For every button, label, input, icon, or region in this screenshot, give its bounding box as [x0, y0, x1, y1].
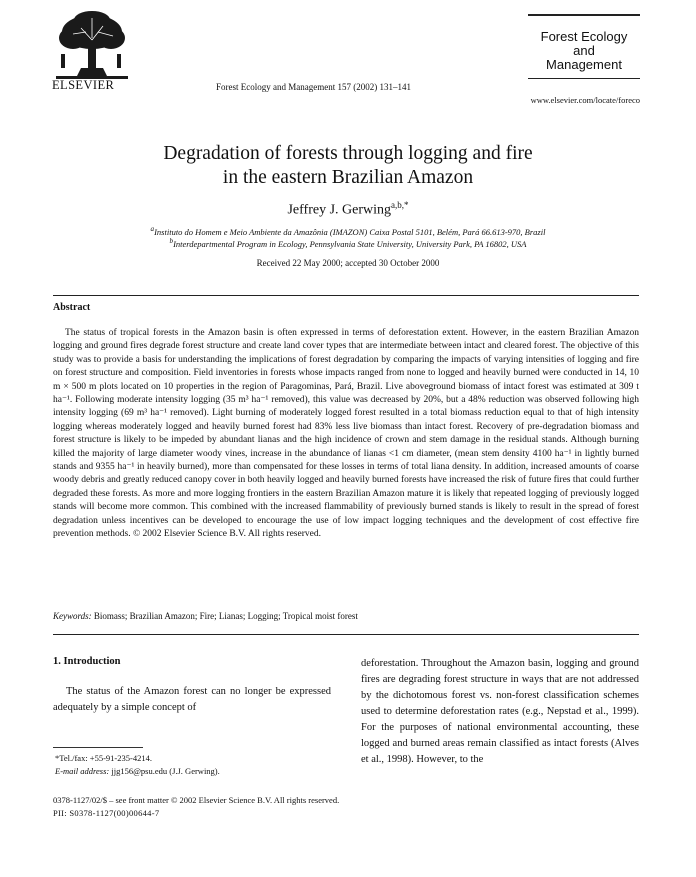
title-line: in the eastern Brazilian Amazon — [222, 167, 474, 188]
keywords-list: Biomass; Brazilian Amazon; Fire; Lianas; Logging; Tropical moist forest — [93, 611, 358, 621]
journal-rule-bottom — [528, 78, 640, 79]
copyright-line: 0378-1127/02/$ – see front matter © 2002 Elsevier Science B.V. All rights reserved. — [53, 795, 340, 805]
affiliation-mark: a — [150, 225, 155, 233]
abstract-text — [53, 327, 639, 542]
body-text-right: deforestation. Throughout the Amazon basin, logging and ground fires are degrading forest structure in ways that are not addressed by the dichotomous forest vs. non-forest classification schemes used to determine deforestation rates (e.g., Nepstad et al., 1999). For the purposes of national environmental accounting, these logged and burned areas remain classified as intact forests (Alves et al., 1998). However, to the — [361, 658, 639, 765]
journal-name-line: and — [573, 43, 595, 58]
footnote-email — [55, 766, 220, 776]
journal-citation: Forest Ecology and Management 157 (2002) 131–141 — [216, 82, 411, 92]
journal-name-line: Management — [546, 57, 622, 72]
affiliation-text: Interdepartmental Program in Ecology, Pennsylvania State University, University Park, PA 16802, USA — [173, 238, 527, 249]
keywords — [53, 611, 358, 621]
journal-title-box — [528, 14, 640, 79]
article-title — [0, 142, 696, 190]
affiliation-a — [0, 225, 696, 237]
affiliation-text: Instituto do Homem e Meio Ambiente da Amazônia (IMAZON) Caixa Postal 5101, Belém, Pará 66.613-970, Brazil — [154, 226, 546, 237]
journal-name — [528, 16, 640, 78]
abstract-heading: Abstract — [53, 302, 91, 313]
divider-top — [53, 295, 639, 296]
keywords-label: Keywords: — [53, 611, 92, 621]
publisher-name: ELSEVIER — [52, 78, 115, 92]
author-name: Jeffrey J. Gerwing — [287, 202, 392, 218]
elsevier-tree-logo — [51, 10, 133, 80]
received-dates: Received 22 May 2000; accepted 30 October 2000 — [256, 258, 440, 268]
body-text-left: The status of the Amazon forest can no longer be expressed adequately by a simple concept of — [53, 686, 331, 713]
email-address[interactable]: jjg156@psu.edu (J.J. Gerwing). — [111, 766, 220, 776]
author-affiliation-marks: a,b,* — [391, 200, 409, 210]
footnote-phone: *Tel./fax: +55-91-235-4214. — [55, 753, 152, 763]
journal-name-line: Forest Ecology — [540, 29, 628, 44]
title-line: Degradation of forests through logging and fire — [163, 143, 533, 164]
affiliation-b — [0, 237, 696, 249]
pii-line: PII: S0378-1127(00)00644-7 — [53, 808, 160, 818]
footnote-rule — [53, 747, 143, 748]
section-heading: 1. Introduction — [53, 656, 121, 667]
abstract-paragraph: The status of tropical forests in the Amazon basin is often expressed in terms of deforestation extent. However, in the eastern Brazilian Amazon logging and ground fires degrade forest structure and create land cover types that are intermediate between intact and cleared forest. The objective of this study was to provide a basis for understanding the implications of forest degradation by comparing the impacts of varying intensities of logging and fire on forest structure and composition. Field inventories in forests whose impacts ranged from none to logged and heavily burned were conducted in 14, 10 m × 500 m plots located on 10 properties in the region of Paragominas, Pará, Brazil. Live aboveground biomass of intact forest was estimated at 309 t ha⁻¹. Following moderate intensity logging (35 m³ ha⁻¹ removed), this value was decreased by 20%, but a 48% reduction was observed following high intensity logging (69 m³ ha⁻¹ removed). Light burning of moderately logged forest resulted in a total biomass reduction equal to that of high intensity logging whereas moderately logged and heavily burned forest had 83% less live biomass than intact forest. Recovery of pre-degradation biomass and forest structure is likely to be impeded by abundant lianas and the high incidence of crown and stem damage in the residual stands. Although burning killed the majority of large diameter woody vines, increase in the abundance of lianas <1 cm diameter, (mean stem density 4100 ha⁻¹ in lightly burned stands and 9355 ha⁻¹ in heavily burned), more than compensated for these losses in terms of total liana density. In addition, increased amounts of coarse woody debris and greatly reduced canopy cover in both heavily logged and heavily burned forests have increased the risk of future fires that could further degraded these forests. As more and more logging frontiers in the eastern Brazilian Amazon mature it is likely that repeated logging of previously logged stands will become more common. This combined with the increased flammability of previously burned stands is likely to result in the spread of forest degradation unless incentives can be developed to encourage the use of low impact logging techniques and the development of cost effective fire prevention methods. © 2002 Elsevier Science B.V. All rights reserved. — [53, 328, 639, 540]
affiliation-mark: b — [169, 237, 174, 245]
journal-url[interactable]: www.elsevier.com/locate/foreco — [530, 95, 640, 105]
email-label: E-mail address: — [55, 766, 110, 776]
divider-mid — [53, 634, 639, 635]
author-line — [0, 200, 696, 219]
